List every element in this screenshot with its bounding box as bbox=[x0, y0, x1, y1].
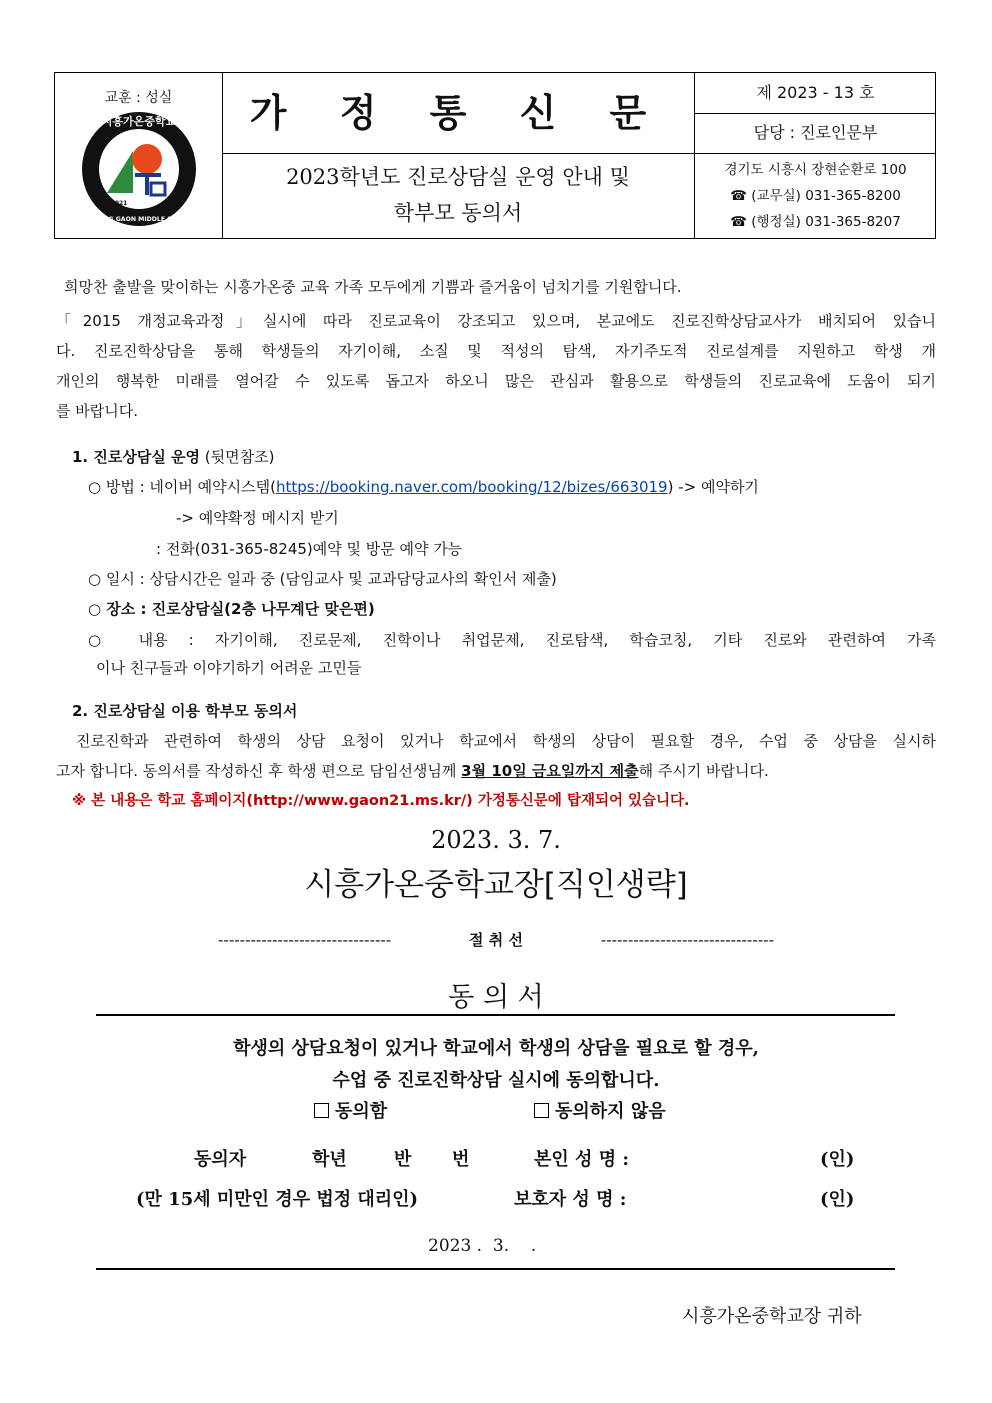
department: 담당 : 진로인문부 bbox=[695, 113, 936, 154]
issue-number: 제 2023 - 13 호 bbox=[695, 73, 936, 114]
intro-line3: 다. 진로진학상담을 통해 학생들의 자기이해, 소질 및 적성의 탐색, 자기주도적 진로설계를 지원하고 학생 개 bbox=[56, 342, 936, 360]
cut-label: 절 취 선 bbox=[469, 931, 523, 949]
content-line1: ○ 내용 : 자기이해, 진로문제, 진학이나 취업문제, 진로탐색, 학습코칭, 기타 진로와 관련하여 가족 bbox=[88, 631, 936, 649]
logo-text-top: 시흥가온중학교 bbox=[101, 115, 177, 128]
agree-checkbox[interactable] bbox=[314, 1103, 329, 1118]
disagree-label: 동의하지 않음 bbox=[555, 1101, 666, 1122]
cut-dashes-right: -------------------------------- bbox=[600, 931, 774, 949]
section2-line1: 진로진학과 관련하여 학생의 상담 요청이 있거나 학교에서 학생의 상담이 필요할 경우, 수업 중 상담을 실시하 bbox=[76, 732, 936, 750]
agree-label: 동의함 bbox=[335, 1101, 388, 1122]
logo-text-bottom: SIHEUNG GAON MIDDLE SCHOOL bbox=[82, 216, 196, 223]
agreer-label: 동의자 bbox=[194, 1149, 247, 1170]
logo-year: 2021 bbox=[110, 200, 128, 207]
place-value: 진로상담실(2층 나무계단 맞은편) bbox=[151, 600, 375, 618]
school-logo-icon bbox=[81, 111, 197, 227]
address: 경기도 시흥시 장현순환로 100 bbox=[724, 162, 907, 178]
info-cell bbox=[694, 73, 936, 238]
method-line3: : 전화(031-365-8245)예약 및 방문 예약 가능 bbox=[156, 540, 463, 558]
logo-cell bbox=[55, 73, 223, 238]
content-line2: 이나 친구들과 이야기하기 어려운 고민들 bbox=[96, 659, 362, 677]
subtitle-cell bbox=[222, 153, 694, 238]
consent-bottom-divider bbox=[96, 1268, 895, 1270]
schedule-line: ○ 일시 : 상담시간은 일과 중 (담임교사 및 교과담당교사의 확인서 제출) bbox=[88, 570, 557, 588]
place-label: ○ 장소 : bbox=[88, 600, 152, 618]
booking-link[interactable]: https://booking.naver.com/booking/12/bizes/663019 bbox=[275, 478, 668, 496]
consent-date: 2023 . 3. . bbox=[428, 1236, 537, 1256]
section2-line2 bbox=[56, 756, 936, 786]
method-line bbox=[88, 472, 968, 502]
intro-line4: 개인의 행복한 미래를 열어갈 수 있도록 돕고자 하오니 많은 관심과 활용으로 학생들의 진로교육에 도움이 되기 bbox=[56, 372, 936, 390]
intro-line2: 「2015 개정교육과정」실시에 따라 진로교육이 강조되고 있으며, 본교에도 진로진학상담교사가 배치되어 있습니 bbox=[56, 312, 936, 330]
place-line bbox=[88, 594, 968, 624]
guardian-name-label: 보호자 성 명 : bbox=[514, 1189, 627, 1210]
phone-admin: ☎ (행정실) 031-365-8207 bbox=[730, 214, 901, 230]
cut-dashes-left: -------------------------------- bbox=[218, 931, 392, 949]
school-motto: 교훈 : 성실 bbox=[104, 90, 173, 106]
section1-heading bbox=[72, 442, 952, 472]
phone-office: ☎ (교무실) 031-365-8200 bbox=[730, 188, 901, 204]
grade-label: 학년 bbox=[312, 1149, 347, 1170]
disagree-option[interactable] bbox=[534, 1098, 666, 1126]
consent-line2: 수업 중 진로진학상담 실시에 동의합니다. bbox=[332, 1070, 660, 1091]
class-label: 반 bbox=[394, 1149, 412, 1170]
consent-title: 동 의 서 bbox=[448, 982, 544, 1013]
section2-heading: 2. 진로상담실 이용 학부모 동의서 bbox=[72, 702, 298, 720]
agree-option[interactable] bbox=[314, 1098, 387, 1126]
section1-note: (뒷면참조) bbox=[204, 448, 275, 466]
seal-self: (인) bbox=[820, 1149, 855, 1170]
method-label: ○ 방법 : 네이버 예약시스템( bbox=[88, 478, 276, 496]
homepage-notice: ※ 본 내용은 학교 홈페이지(http://www.gaon21.ms.kr/) 가정통신문에 탑재되어 있습니다. bbox=[72, 793, 690, 809]
recipient: 시흥가온중학교장 귀하 bbox=[682, 1306, 862, 1327]
intro-line1: 희망찬 출발을 맞이하는 시흥가온중 교육 가족 모두에게 기쁨과 즐거움이 넘치기를 기원합니다. bbox=[64, 278, 682, 296]
intro-line5: 를 바랍니다. bbox=[56, 402, 138, 420]
document-title: 가 정 통 신 문 bbox=[249, 90, 667, 135]
consent-top-divider bbox=[96, 1014, 895, 1016]
issue-date: 2023. 3. 7. bbox=[431, 826, 561, 854]
subtitle-line2: 학부모 동의서 bbox=[393, 201, 523, 225]
section2-line2-post: 해 주시기 바랍니다. bbox=[638, 762, 769, 780]
title-cell bbox=[222, 73, 694, 154]
number-label: 번 bbox=[452, 1149, 470, 1170]
section1-title: 1. 진로상담실 운영 bbox=[72, 448, 201, 466]
disagree-checkbox[interactable] bbox=[534, 1103, 549, 1118]
contact-info bbox=[695, 153, 936, 238]
header-table bbox=[54, 72, 936, 239]
subtitle-line1: 2023학년도 진로상담실 운영 안내 및 bbox=[286, 165, 630, 189]
consent-line1: 학생의 상담요청이 있거나 학교에서 학생의 상담을 필요로 할 경우, bbox=[233, 1038, 759, 1059]
deadline: 3월 10일 금요일까지 제출 bbox=[461, 762, 639, 780]
principal-signature: 시흥가온중학교장[직인생략] bbox=[304, 867, 688, 903]
cut-line bbox=[0, 926, 992, 954]
self-name-label: 본인 성 명 : bbox=[534, 1149, 629, 1170]
method-line2: -> 예약확정 메시지 받기 bbox=[176, 509, 339, 527]
section2-line2-pre: 고자 합니다. 동의서를 작성하신 후 학생 편으로 담임선생님께 bbox=[56, 762, 462, 780]
method-suffix: ) -> 예약하기 bbox=[667, 478, 759, 496]
proxy-note: (만 15세 미만인 경우 법정 대리인) bbox=[136, 1189, 419, 1210]
seal-guardian: (인) bbox=[820, 1189, 855, 1210]
